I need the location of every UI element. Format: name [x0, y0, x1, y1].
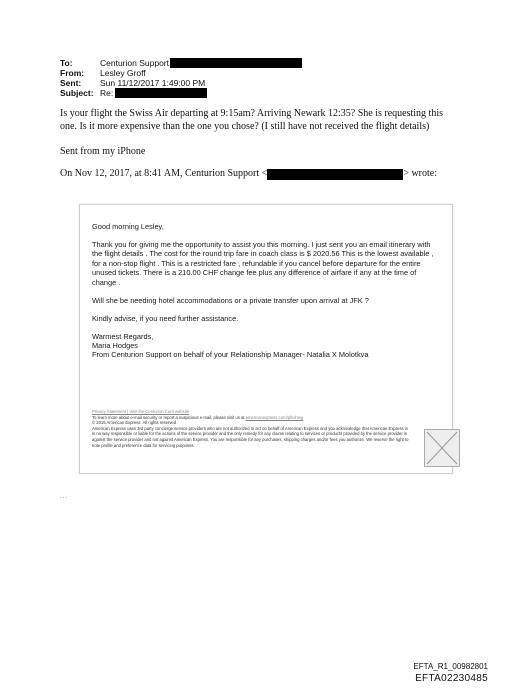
quoted-email-body — [92, 222, 438, 360]
from-label: From: — [60, 68, 85, 78]
phishing-link[interactable]: americanexpress.com/phishing — [245, 414, 304, 420]
quoted-paragraph-2: Will she be needing hotel accommodations or a private transfer upon arrival at JFK ? — [92, 295, 369, 305]
header-from-row — [60, 68, 302, 78]
to-value: Centurion Support — [100, 58, 169, 68]
iphone-signature: Sent from my iPhone — [60, 146, 146, 157]
subject-value: Re: — [100, 88, 114, 98]
footer-links[interactable]: Privacy Statement | Visit the Centurion Card website — [92, 409, 190, 414]
quoted-email — [79, 204, 453, 474]
sent-label: Sent: — [60, 78, 82, 88]
greeting: Good morning Lesley, — [92, 222, 164, 231]
subject-label: Subject: — [60, 88, 94, 98]
sender-name: Maria Hodges — [92, 341, 139, 351]
email-header — [60, 58, 302, 98]
footer-copyright: © 2015 American Express. All rights reserved — [92, 420, 177, 426]
report-prefix: To learn more about e-mail security or report a suspicious e-mail, please visit us at — [92, 414, 246, 420]
bates-stamp-1: EFTA_R1_00982801 — [413, 662, 488, 671]
quoted-paragraph-3: Kindly advise, if you need further assistance. — [92, 313, 239, 323]
broken-image-icon — [424, 429, 460, 467]
from-value: Lesley Groff — [100, 68, 146, 78]
sender-from-line: From Centurion Support on behalf of your Relationship Manager- Natalia X Molotkva — [92, 350, 369, 360]
footer-disclaimer: American Express uses 3rd party concierge service providers who are not authorized to act on behalf of American Express and you acknowledge that American Express is in no way responsible or liable for the actions of the service provider and the only remedy for any claims relating to services or products provided by the service provider is against the service provider and not against American Express. You are responsible for any purchases, shipping charges and/or fees you authorize. We reserve the right to note profile and preference data for servicing purposes. — [92, 425, 409, 448]
trailing-dots: ... — [60, 492, 69, 500]
wrote-suffix: > wrote: — [403, 168, 437, 179]
reply-question: Is your flight the Swiss Air departing at 9:15am? Arriving Newark 12:35? She is requesting this one. Is it more expensive than the one you chose? (I still have not received the flight details) — [60, 108, 443, 132]
redaction-bar — [267, 169, 403, 180]
sent-value: Sun 11/12/2017 1:49:00 PM — [100, 78, 206, 88]
quote-attribution — [60, 168, 437, 180]
bates-stamp-2: EFTA02230485 — [415, 673, 488, 684]
email-footer — [92, 409, 412, 448]
redaction-bar — [170, 58, 302, 68]
to-label: To: — [60, 58, 73, 68]
closing: Warmest Regards, — [92, 331, 154, 341]
header-sent-row — [60, 78, 302, 88]
quoted-paragraph-1: Thank you for giving me the opportunity to assist you this morning. I just sent you an email itinerary with the flight details . The cost for the round trip fare in coach class is $ 2020.56 This is the lowest available , for a non-stop flight . This is a restricted fare , refundable if you cancel before departure for the entire unused tickets. There is a 210.00 CHF change fee plus any difference of airfare if any at the time of change . — [92, 240, 434, 287]
wrote-prefix: On Nov 12, 2017, at 8:41 AM, Centurion Support < — [60, 168, 268, 179]
header-to-row — [60, 58, 302, 68]
header-subject-row — [60, 88, 302, 98]
redaction-bar — [115, 88, 207, 98]
